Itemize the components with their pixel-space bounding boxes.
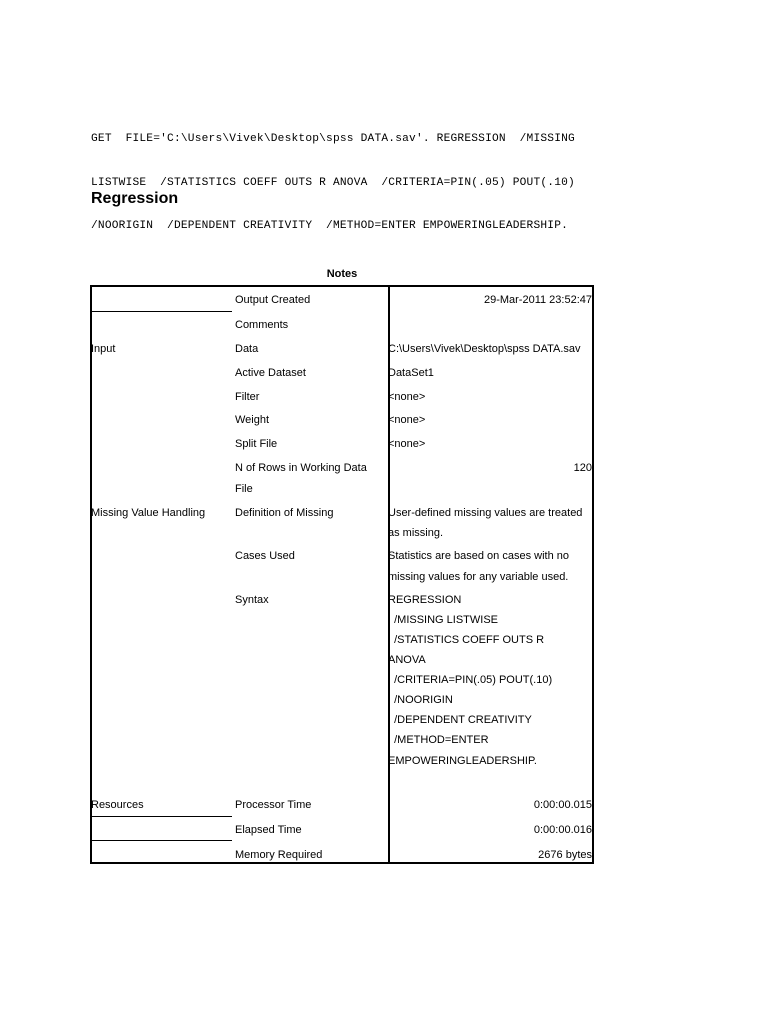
resources-group-label: Resources — [91, 799, 144, 811]
syntax-value-line: /METHOD=ENTER — [388, 734, 489, 746]
missing-group-label: Missing Value Handling — [91, 507, 206, 519]
input-group-label: Input — [91, 343, 116, 355]
definition-missing-value-cont: as missing. — [388, 527, 444, 539]
memory-required-value: 2676 bytes — [538, 849, 592, 861]
comments-label: Comments — [235, 319, 289, 331]
syntax-value-line: /MISSING LISTWISE — [388, 614, 499, 626]
definition-missing-value: User-defined missing values are treated — [388, 507, 583, 519]
filter-label: Filter — [235, 391, 260, 403]
row-divider — [90, 840, 232, 841]
syntax-value-line: ANOVA — [388, 654, 426, 666]
cases-used-label: Cases Used — [235, 550, 295, 562]
n-rows-label: N of Rows in Working Data — [235, 462, 367, 474]
processor-time-label: Processor Time — [235, 799, 312, 811]
syntax-value-line: /DEPENDENT CREATIVITY — [388, 714, 532, 726]
syntax-value-line: /STATISTICS COEFF OUTS R — [388, 634, 545, 646]
definition-missing-label: Definition of Missing — [235, 507, 334, 519]
elapsed-time-label: Elapsed Time — [235, 824, 302, 836]
syntax-line: LISTWISE /STATISTICS COEFF OUTS R ANOVA /CRITERIA=PIN(.05) POUT(.10) — [91, 176, 575, 189]
notes-caption: Notes — [326, 268, 358, 280]
processor-time-value: 0:00:00.015 — [533, 799, 592, 811]
filter-value: <none> — [388, 391, 426, 403]
weight-label: Weight — [235, 414, 270, 426]
weight-value: <none> — [388, 414, 426, 426]
split-file-value: <none> — [388, 438, 426, 450]
row-divider — [90, 816, 232, 817]
data-label: Data — [235, 343, 259, 355]
n-rows-label-cont: File — [235, 483, 253, 495]
page-title: Regression — [91, 190, 179, 207]
syntax-line: GET FILE='C:\Users\Vivek\Desktop\spss DATA.sav'. REGRESSION /MISSING — [91, 133, 575, 145]
data-value: C:\Users\Vivek\Desktop\spss DATA.sav — [388, 343, 581, 355]
syntax-block — [91, 103, 575, 248]
memory-required-label: Memory Required — [235, 849, 323, 861]
n-rows-value: 120 — [573, 462, 592, 474]
syntax-value-line: REGRESSION — [388, 594, 462, 606]
active-dataset-label: Active Dataset — [235, 367, 306, 379]
active-dataset-value: DataSet1 — [388, 367, 434, 379]
elapsed-time-value: 0:00:00.016 — [533, 824, 592, 836]
output-created-label: Output Created — [235, 294, 311, 306]
column-divider — [592, 287, 594, 862]
split-file-label: Split File — [235, 438, 278, 450]
output-created-value: 29-Mar-2011 23:52:47 — [483, 294, 592, 306]
syntax-value-line: EMPOWERINGLEADERSHIP. — [388, 755, 537, 767]
row-divider — [90, 311, 232, 312]
syntax-line: /NOORIGIN /DEPENDENT CREATIVITY /METHOD=ENTER EMPOWERINGLEADERSHIP. — [91, 220, 569, 232]
syntax-label: Syntax — [235, 594, 269, 606]
syntax-value-line: /CRITERIA=PIN(.05) POUT(.10) — [388, 674, 553, 686]
syntax-value-line: /NOORIGIN — [388, 694, 453, 706]
cases-used-value-cont: missing values for any variable used. — [388, 571, 569, 583]
cases-used-value: Statistics are based on cases with no — [388, 550, 569, 562]
